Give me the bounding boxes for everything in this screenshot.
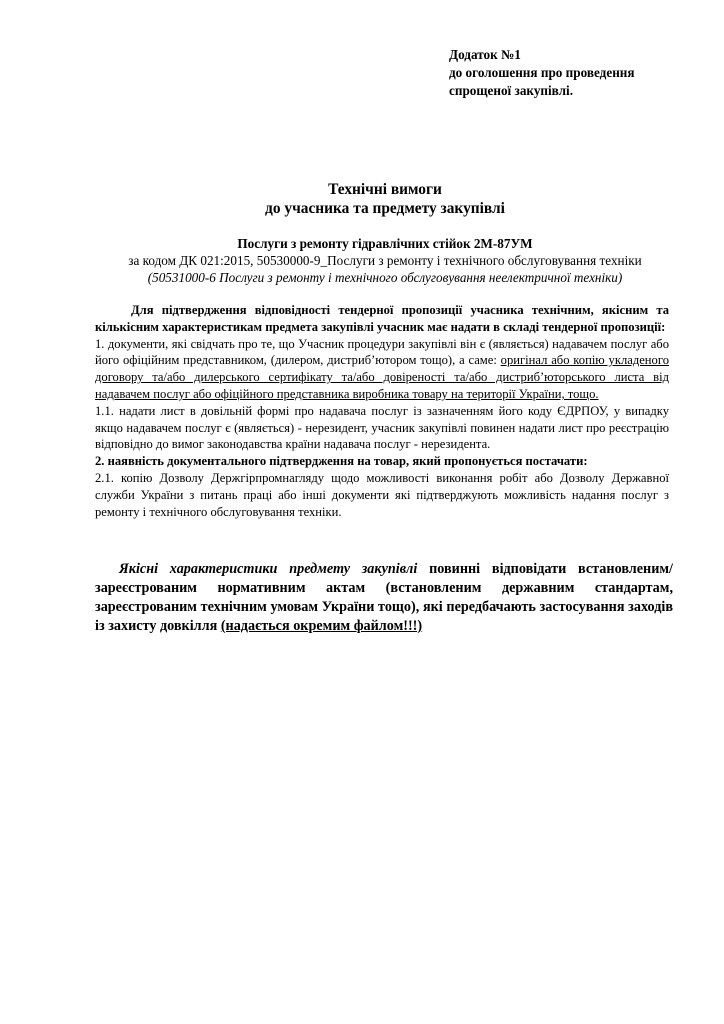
quality-paragraph	[95, 560, 673, 636]
requirement-item-1-documents: оригінал або копію укладеного договору та/або дилерського сертифікату та/або довіреності та/або дистриб’юторського листа від надавачем послуг або офіційного представника виробника товару на території України, тощо.	[95, 353, 669, 401]
requirements-intro: Для підтвердження відповідності тендерної пропозиції учасника технічним, якісним та кількісним характеристикам предмета закупівлі учасник має надати в складі тендерної пропозиції:	[95, 303, 669, 334]
requirement-item-1	[95, 336, 669, 403]
requirement-item-1-1: 1.1. надати лист в довільній формі про надавача послуг із зазначенням його коду ЄДРПОУ, у випадку якщо надавачем послуг є (являється) - нерезидент, учасник закупівлі повинен надати лист про реєстрацію відповідно до вимог законодавства країни надавача послуг - нерезидента.	[95, 403, 669, 452]
title-line-2: до учасника та предмету закупівлі	[265, 200, 505, 217]
annex-header	[449, 46, 709, 100]
service-name: Послуги з ремонту гідравлічних стійок 2М-87УМ	[237, 236, 533, 251]
requirement-item-1-text: 1. документи, які свідчать про те, що Учасник процедури закупівлі він є (являється) надавачем послуг або його офіційним представником, (дилером, дистриб’ютором тощо), а саме:	[95, 336, 669, 368]
classifier-subcode: (50531000-6 Послуги з ремонту і технічного обслуговування неелектричної техніки)	[147, 270, 623, 285]
annex-procurement-type: спрощеної закупівлі.	[449, 83, 573, 98]
quality-separate-file-note: (надається окремим файлом!!!)	[220, 618, 423, 634]
title-line-1: Технічні вимоги	[328, 181, 442, 198]
document-title	[60, 180, 710, 218]
quality-text: повинні відповідати встановленим/зареєстрованим нормативним актам (встановленим державним стандартам, зареєстрованим технічним умовам України тощо), які передбачають застосування заходів із захисту довкілля	[95, 561, 674, 634]
annex-description: до оголошення про проведення	[449, 65, 635, 80]
procurement-subject	[60, 235, 710, 286]
quality-requirements	[95, 560, 673, 636]
quality-heading: Якісні характеристики предмету закупівлі	[119, 561, 418, 577]
requirements-body	[95, 302, 669, 520]
annex-number: Додаток №1	[449, 47, 521, 62]
requirement-item-2-1: 2.1. копію Дозволу Держгірпромнагляду щодо можливості виконання робіт або Дозволу Державної служби України з питань праці або інші документи які підтверджують можливість надання послуг з ремонту і технічного обслуговування техніки.	[95, 470, 669, 519]
requirement-item-2: 2. наявність документального підтвердження на товар, який пропонується постачати:	[95, 454, 588, 469]
classifier-code: за кодом ДК 021:2015, 50530000-9_Послуги з ремонту і технічного обслуговування техніки	[128, 253, 642, 268]
